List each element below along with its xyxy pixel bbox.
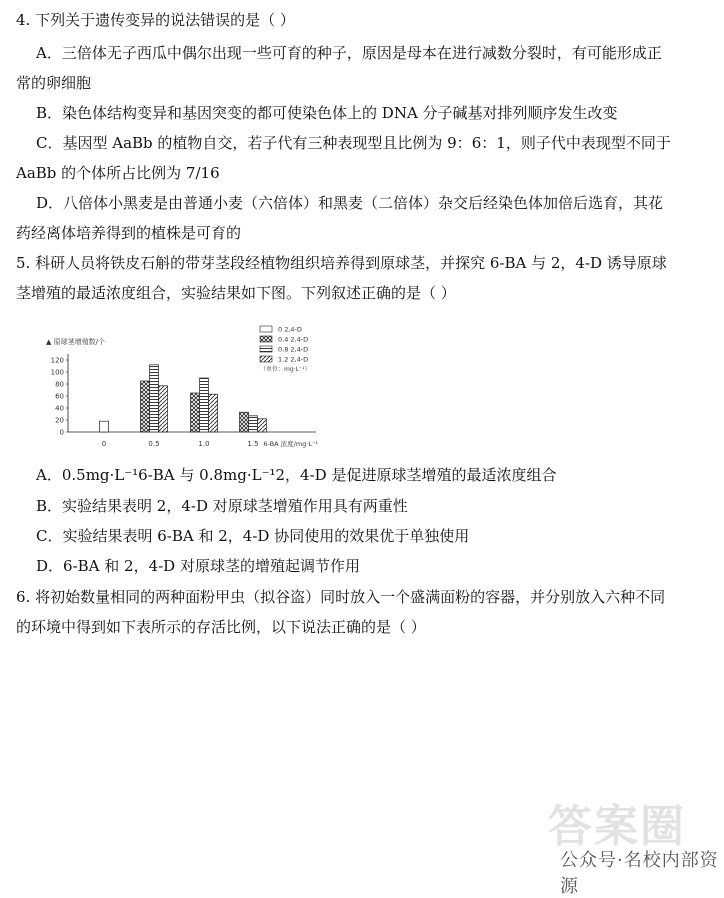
q5-option-d: D．6-BA 和 2，4-D 对原球茎的增殖起调节作用	[36, 557, 360, 575]
q4-option-c-line2: AaBb 的个体所占比例为 7/16	[16, 164, 220, 182]
legend-label: 0.4 2,4-D	[278, 335, 309, 344]
q5-figure	[38, 320, 368, 460]
q5-option-b: B．实验结果表明 2，4-D 对原球茎增殖作用具有两重性	[36, 497, 408, 515]
y-tick-label: 80	[55, 380, 64, 389]
legend-unit: （单位：mg·L⁻¹）	[260, 366, 311, 373]
bar	[191, 393, 200, 432]
bar	[249, 416, 258, 432]
x-tick-label: 1.5	[247, 440, 259, 448]
y-tick-label: 40	[55, 404, 64, 413]
legend-label: 1.2 2,4-D	[278, 355, 309, 364]
y-tick-label: 20	[55, 416, 64, 425]
y-tick-label: 60	[55, 392, 64, 401]
legend-label: 0 2,4-D	[278, 325, 302, 334]
y-tick-label: 100	[50, 368, 64, 377]
watermark-logo: 答案圈	[548, 801, 686, 852]
y-tick-label: 0	[59, 428, 64, 437]
bar	[209, 394, 218, 432]
bar	[240, 412, 249, 432]
legend-label: 0.8 2,4-D	[278, 345, 309, 354]
legend-swatch	[260, 346, 272, 352]
q5-option-a: A．0.5mg·L⁻¹6-BA 与 0.8mg·L⁻¹2，4-D 是促进原球茎增殖的最适浓度组合	[36, 466, 557, 484]
q5-stem-line1: 5. 科研人员将铁皮石斛的带芽茎段经植物组织培养得到原球茎，并探究 6-BA 与 2，4-D 诱导原球	[16, 254, 667, 272]
y-axis-label: ▲ 原球茎增殖数/个	[46, 338, 105, 346]
bar	[150, 365, 159, 432]
legend-swatch	[260, 336, 272, 342]
watermark-source: 公众号·名校内部资源	[560, 850, 719, 897]
bar	[100, 421, 109, 432]
q4-stem: 4. 下列关于遗传变异的说法错误的是（ ）	[16, 11, 295, 29]
q6-stem-line2: 的环境中得到如下表所示的存活比例，以下说法正确的是（ ）	[16, 618, 426, 636]
q4-option-a-line1: A．三倍体无子西瓜中偶尔出现一些可育的种子，原因是母本在进行减数分裂时，有可能形成正	[36, 44, 662, 62]
legend-swatch	[260, 326, 272, 332]
q5-stem-line2: 茎增殖的最适浓度组合，实验结果如下图。下列叙述正确的是（ ）	[16, 284, 456, 302]
legend-swatch	[260, 356, 272, 362]
q6-stem-line1: 6. 将初始数量相同的两种面粉甲虫（拟谷盗）同时放入一个盛满面粉的容器，并分别放入六种不同	[16, 588, 666, 606]
q4-option-a-line2: 常的卵细胞	[16, 74, 92, 92]
bar	[159, 386, 168, 432]
q4-option-d-line1: D．八倍体小黑麦是由普通小麦（六倍体）和黑麦（二倍体）杂交后经染色体加倍后选育，其花	[36, 194, 664, 212]
q5-bar-chart	[38, 320, 368, 460]
x-tick-label: 0	[101, 440, 107, 448]
q5-option-c: C．实验结果表明 6-BA 和 2，4-D 协同使用的效果优于单独使用	[36, 527, 470, 545]
bar	[200, 378, 209, 432]
x-tick-label: 1.0	[198, 440, 210, 448]
x-tick-label: 0.5	[148, 440, 160, 448]
q4-option-c-line1: C．基因型 AaBb 的植物自交，若子代有三种表现型且比例为 9：6：1，则子代中表现型不同于	[36, 134, 671, 152]
y-tick-label: 120	[50, 356, 64, 365]
bar	[141, 381, 150, 432]
bar	[258, 419, 267, 432]
q4-option-d-line2: 药经离体培养得到的植株是可育的	[16, 224, 242, 242]
q4-option-b: B．染色体结构变异和基因突变的都可使染色体上的 DNA 分子碱基对排列顺序发生改变	[36, 104, 618, 122]
x-axis-label: 6-BA 浓度/mg·L⁻¹	[263, 440, 318, 448]
